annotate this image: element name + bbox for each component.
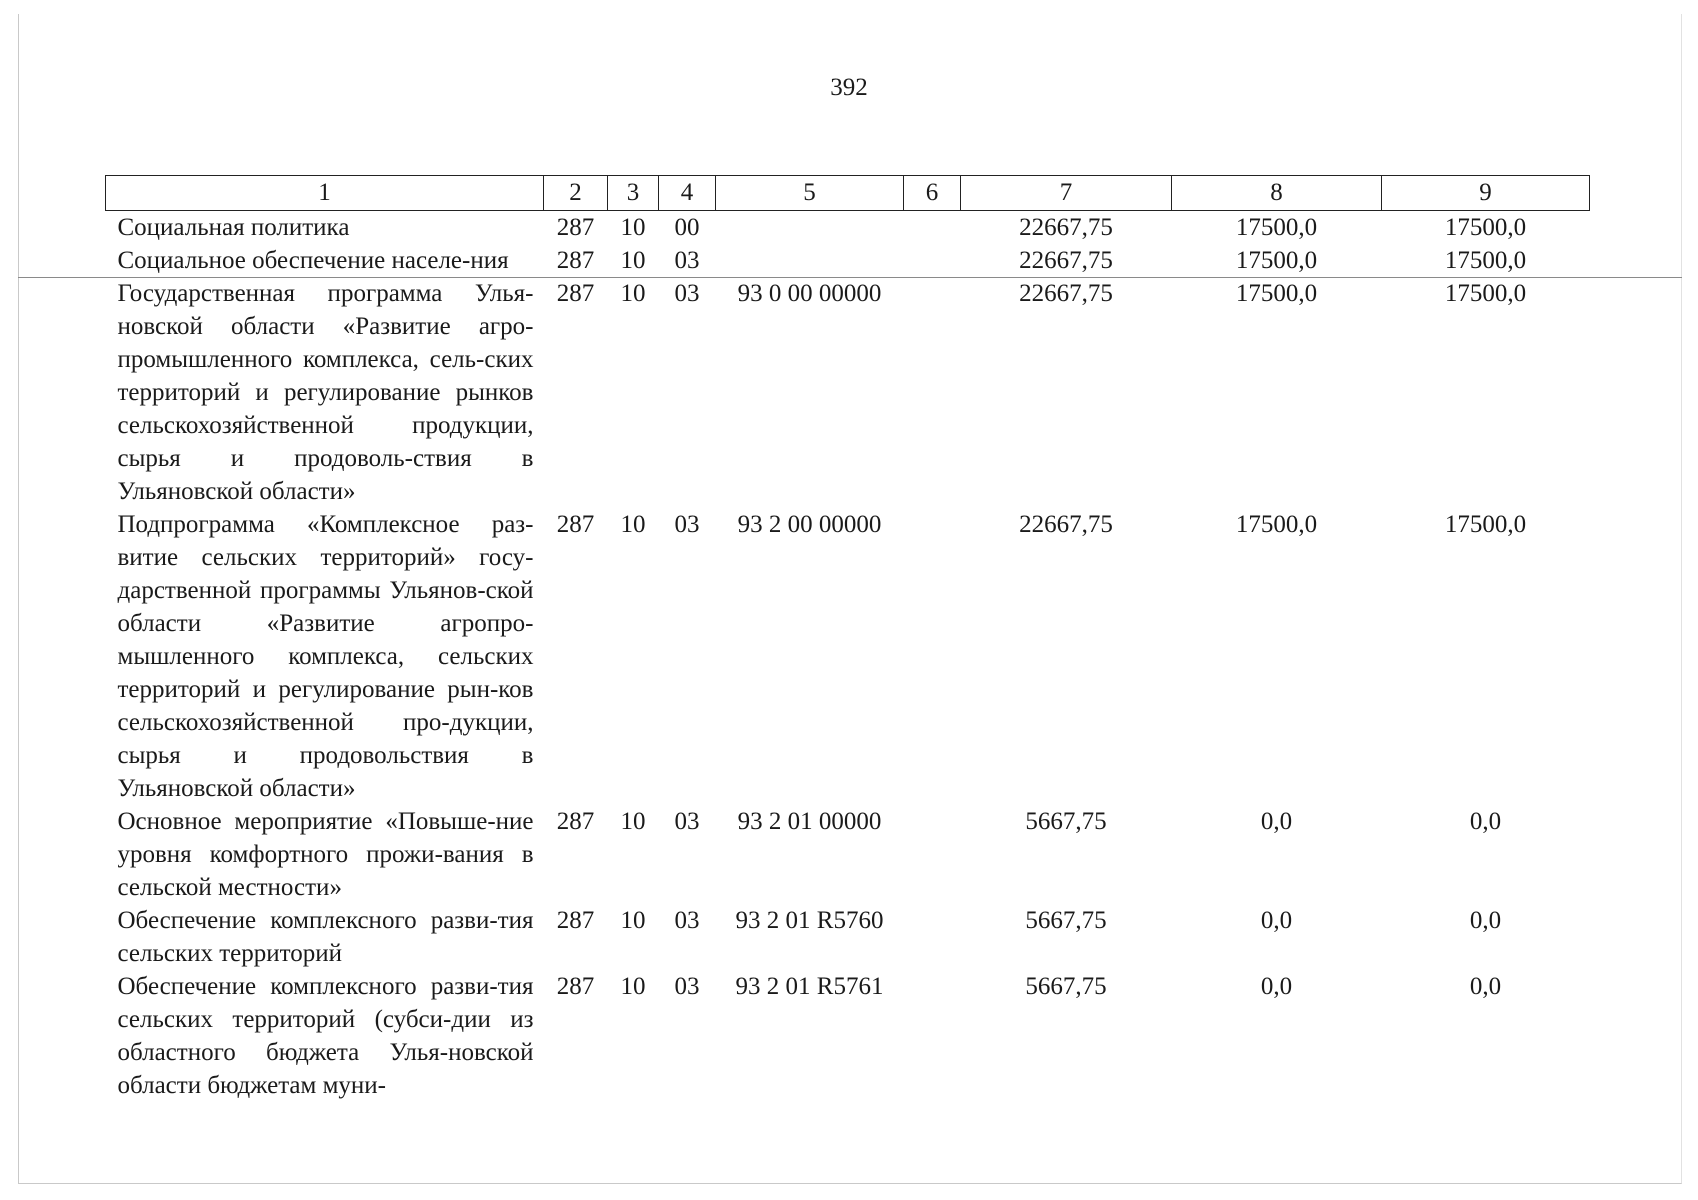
table-row xyxy=(106,211,1590,245)
table-row xyxy=(106,904,1590,970)
header-col-2: 2 xyxy=(544,176,608,211)
row-name: Основное мероприятие «Повыше-ние уровня комфортного прожи-вания в сельской местности» xyxy=(117,808,534,901)
row-csr: 93 2 01 R5760 xyxy=(735,907,884,934)
header-col-4: 4 xyxy=(659,176,716,211)
header-col-9: 9 xyxy=(1382,176,1590,211)
row-ved: 287 xyxy=(556,247,595,274)
row-rz: 10 xyxy=(620,280,646,307)
row-vr xyxy=(904,508,961,805)
row-value-col9: 0,0 xyxy=(1469,973,1502,1000)
row-name: Государственная программа Улья-новской области «Развитие агро-промышленного комплекса, сель-ских территорий и регулирование рынков сельскохозяйственной продукции, сырья и продоволь-ствия в Ульяновской области» xyxy=(117,280,534,505)
row-vr xyxy=(904,244,961,277)
row-value-col7: 22667,75 xyxy=(1019,511,1113,538)
table-row xyxy=(106,244,1590,277)
row-value-col8: 0,0 xyxy=(1260,808,1293,835)
row-value-col7: 22667,75 xyxy=(1019,280,1113,307)
row-csr: 93 2 00 00000 xyxy=(737,511,882,538)
row-pr: 03 xyxy=(674,280,700,307)
header-row xyxy=(106,176,1590,211)
row-ved: 287 xyxy=(556,808,595,835)
row-csr xyxy=(716,211,904,245)
row-ved: 287 xyxy=(556,511,595,538)
row-value-col8: 0,0 xyxy=(1260,907,1293,934)
row-value-col9: 17500,0 xyxy=(1444,511,1527,538)
header-col-6: 6 xyxy=(904,176,961,211)
row-rz: 10 xyxy=(620,808,646,835)
row-pr: 03 xyxy=(674,511,700,538)
header-col-7: 7 xyxy=(961,176,1172,211)
header-col-3: 3 xyxy=(608,176,659,211)
row-ved: 287 xyxy=(556,973,595,1000)
row-value-col7: 22667,75 xyxy=(1019,214,1113,241)
row-name: Обеспечение комплексного разви-тия сельских территорий (субси-дии из областного бюджета Улья-новской области бюджетам муни- xyxy=(117,973,534,1099)
row-vr xyxy=(904,904,961,970)
row-pr: 00 xyxy=(674,214,700,241)
row-value-col8: 17500,0 xyxy=(1235,280,1318,307)
row-csr: 93 2 01 00000 xyxy=(737,808,882,835)
table-row xyxy=(106,508,1590,805)
row-value-col8: 0,0 xyxy=(1260,973,1293,1000)
row-value-col7: 5667,75 xyxy=(1025,973,1107,1000)
row-name: Социальная политика xyxy=(117,214,350,241)
row-name: Социальное обеспечение населе-ния xyxy=(117,247,509,274)
row-value-col8: 17500,0 xyxy=(1235,511,1318,538)
header-col-1: 1 xyxy=(106,176,544,211)
header-col-8: 8 xyxy=(1172,176,1382,211)
row-value-col9: 17500,0 xyxy=(1444,280,1527,307)
row-vr xyxy=(904,805,961,904)
row-pr: 03 xyxy=(674,808,700,835)
row-vr xyxy=(904,211,961,245)
row-value-col9: 0,0 xyxy=(1469,907,1502,934)
row-ved: 287 xyxy=(556,280,595,307)
header-col-5: 5 xyxy=(716,176,904,211)
row-value-col8: 17500,0 xyxy=(1235,214,1318,241)
budget-table xyxy=(105,175,1590,1102)
row-vr xyxy=(904,970,961,1102)
row-name: Подпрограмма «Комплексное раз-витие сельских территорий» госу-дарственной программы Ульянов-ской области «Развитие агропро-мышленного комплекса, сельских территорий и регулирование рын-ков сельскохозяйственной про-дукции, сырья и продовольствия в Ульяновской области» xyxy=(117,511,534,802)
row-pr: 03 xyxy=(674,907,700,934)
row-value-col8: 17500,0 xyxy=(1235,247,1318,274)
row-value-col9: 0,0 xyxy=(1469,808,1502,835)
row-rz: 10 xyxy=(620,511,646,538)
row-rz: 10 xyxy=(620,214,646,241)
row-pr: 03 xyxy=(674,973,700,1000)
row-ved: 287 xyxy=(556,907,595,934)
row-name: Обеспечение комплексного разви-тия сельских территорий xyxy=(117,907,534,967)
row-rz: 10 xyxy=(620,973,646,1000)
row-value-col7: 5667,75 xyxy=(1025,907,1107,934)
table-row xyxy=(106,805,1590,904)
row-vr xyxy=(904,277,961,508)
page-number: 392 xyxy=(830,74,868,101)
table-row xyxy=(106,970,1590,1102)
row-csr: 93 2 01 R5761 xyxy=(735,973,884,1000)
table-row xyxy=(106,277,1590,508)
row-pr: 03 xyxy=(674,247,700,274)
row-rz: 10 xyxy=(620,907,646,934)
row-csr: 93 0 00 00000 xyxy=(737,280,882,307)
row-value-col9: 17500,0 xyxy=(1444,214,1527,241)
row-ved: 287 xyxy=(556,214,595,241)
row-value-col7: 5667,75 xyxy=(1025,808,1107,835)
row-value-col9: 17500,0 xyxy=(1444,247,1527,274)
row-value-col7: 22667,75 xyxy=(1019,247,1113,274)
row-rz: 10 xyxy=(620,247,646,274)
row-csr xyxy=(716,244,904,277)
